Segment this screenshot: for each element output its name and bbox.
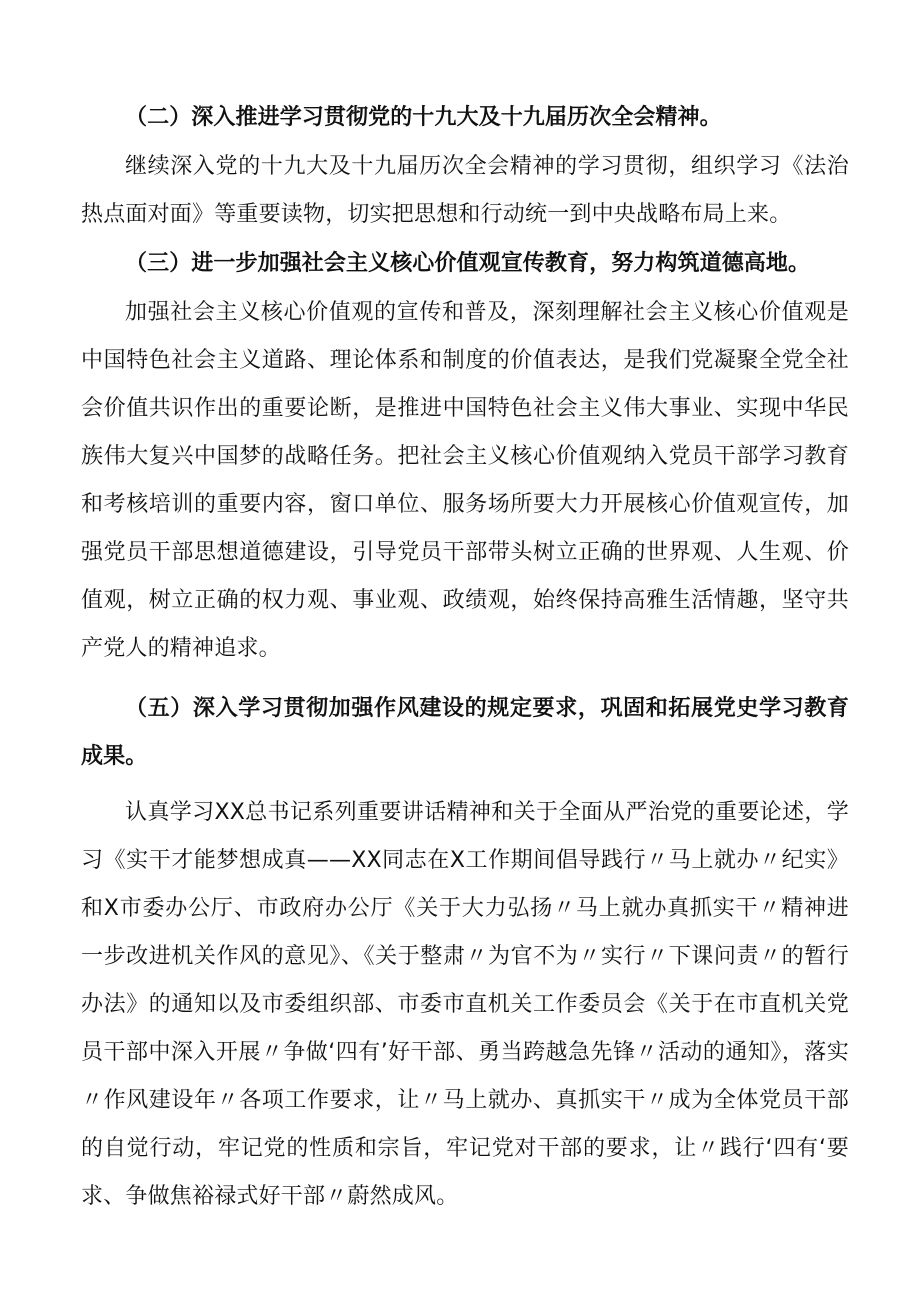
document-content <box>81 94 849 1221</box>
section-heading-two: （二）深入推进学习贯彻党的十九大及十九届历次全会精神。 <box>125 105 722 130</box>
section-heading-three: （三）进一步加强社会主义核心价值观宣传教育，努力构筑道德高地。 <box>125 251 811 276</box>
section-three-paragraph: 加强社会主义核心价值观的宣传和普及，深刻理解社会主义核心价值观是中国特色社会主义道路、理论体系和制度的价值表达，是我们党凝聚全党全社会价值共识作出的重要论断，是推进中国特色社会主义伟大事业、实现中华民族伟大复兴中国梦的战略任务。把社会主义核心价值观纳入党员干部学习教育和考核培训的重要内容，窗口单位、服务场所要大力开展核心价值观宣传，加强党员干部思想道德建设，引导党员干部带头树立正确的世界观、人生观、价值观，树立正确的权力观、事业观、政绩观，始终保持高雅生活情趣，坚守共产党人的精神追求。 <box>81 300 849 661</box>
section-two-paragraph: 继续深入党的十九大及十九届历次全会精神的学习贯彻，组织学习《法治热点面对面》等重要读物，切实把思想和行动统一到中央战略布局上来。 <box>81 154 849 227</box>
section-heading-five: （五）深入学习贯彻加强作风建设的规定要求，巩固和拓展党史学习教育成果。 <box>81 696 849 769</box>
section-five-paragraph: 认真学习XX总书记系列重要讲话精神和关于全面从严治党的重要论述，学习《实干才能梦想成真——XX同志在X工作期间倡导践行〃马上就办〃纪实》和X市委办公厅、市政府办公厅《关于大力弘扬〃马上就办真抓实干〃精神进一步改进机关作风的意见》、《关于整肃〃为官不为〃实行〃下课问责〃的暂行办法》的通知以及市委组织部、市委市直机关工作委员会《关于在市直机关党员干部中深入开展〃争做‘四有’好干部、勇当跨越急先锋〃活动的通知》，落实〃作风建设年〃各项工作要求，让〃马上就办、真抓实干〃成为全体党员干部的自觉行动，牢记党的性质和宗旨，牢记党对干部的要求，让〃践行‘四有‘要求、争做焦裕禄式好干部〃蔚然成风。 <box>81 800 849 1209</box>
